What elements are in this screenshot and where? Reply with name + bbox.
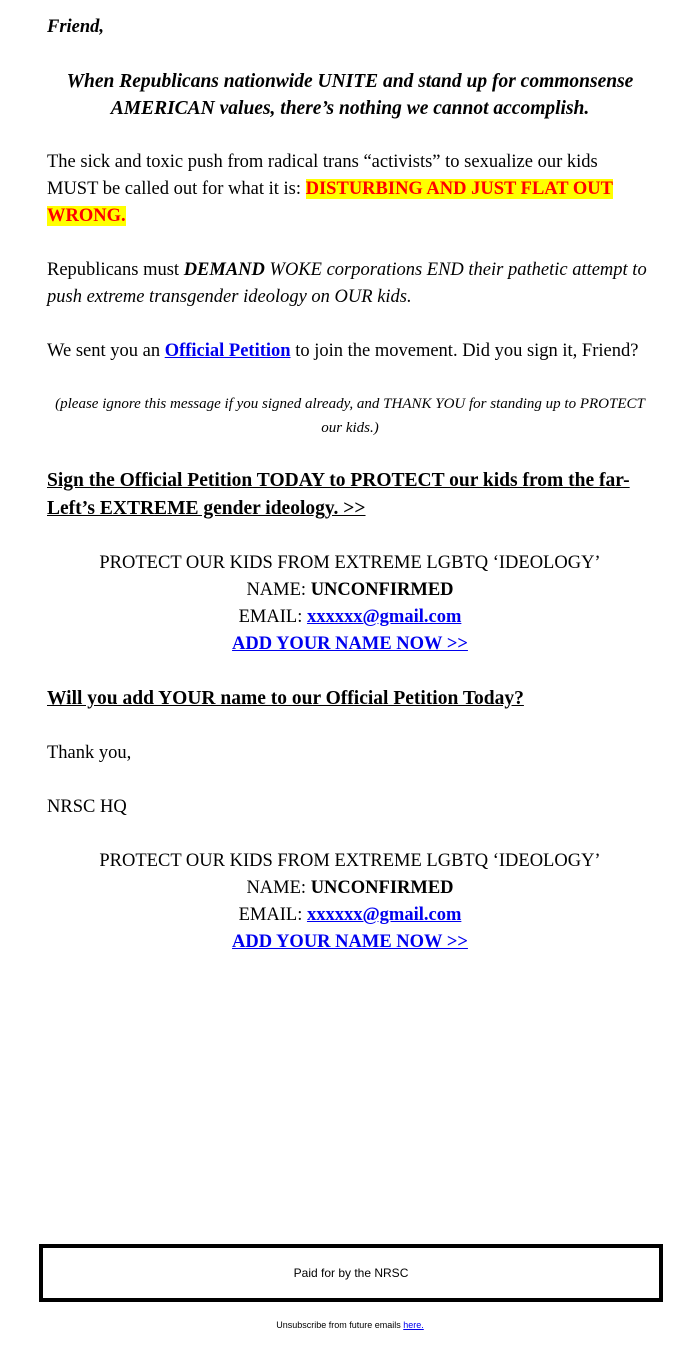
petition-add-row xyxy=(47,929,653,956)
petition-title: PROTECT OUR KIDS FROM EXTREME LGBTQ ‘IDEOLOGY’ xyxy=(99,553,601,573)
name-value: UNCONFIRMED xyxy=(310,580,454,600)
paid-for-text: Paid for by the NRSC xyxy=(293,1266,409,1280)
add-your-name-link[interactable]: ADD YOUR NAME NOW >> xyxy=(232,634,468,654)
paragraph-activists xyxy=(47,149,653,230)
paragraph-petition xyxy=(47,338,653,365)
email-body xyxy=(47,14,653,956)
unsubscribe-text: Unsubscribe from future emails xyxy=(276,1320,404,1330)
email-label: EMAIL: xyxy=(238,607,307,627)
paid-for-box xyxy=(39,1244,663,1302)
add-your-name-link[interactable]: ADD YOUR NAME NOW >> xyxy=(232,932,468,952)
greeting: Friend, xyxy=(47,17,105,37)
official-petition-link[interactable]: Official Petition xyxy=(164,341,291,361)
petition-block-1 xyxy=(47,550,653,658)
email-value-link[interactable]: xxxxxx@gmail.com xyxy=(306,607,462,627)
paragraph-demand-pre: Republicans must xyxy=(47,260,184,280)
petition-add-row xyxy=(47,631,653,658)
name-label: NAME: xyxy=(246,580,311,600)
add-name-question-link[interactable]: Will you add YOUR name to our Official Petition Today? xyxy=(47,688,524,709)
petition-title: PROTECT OUR KIDS FROM EXTREME LGBTQ ‘IDEOLOGY’ xyxy=(99,851,601,871)
sign-petition-cta-link[interactable]: Sign the Official Petition TODAY to PROTECT our kids from the far-Left’s EXTREME gender ideology. >> xyxy=(47,470,630,519)
cta-heading-paragraph xyxy=(47,467,653,523)
demand-emphasis: DEMAND xyxy=(183,260,265,280)
unsubscribe-line xyxy=(0,1318,700,1332)
paragraph-demand-post: WOKE corporations END their pathetic attempt to push extreme transgender ideology on OUR kids. xyxy=(47,260,647,307)
ignore-note: (please ignore this message if you signed already, and THANK YOU for standing up to PROTECT our kids.) xyxy=(55,396,645,436)
signature: NRSC HQ xyxy=(47,797,127,817)
name-value: UNCONFIRMED xyxy=(310,878,454,898)
name-label: NAME: xyxy=(246,878,311,898)
question-paragraph xyxy=(47,685,653,713)
paragraph-demand xyxy=(47,257,653,311)
petition-name-row xyxy=(47,577,653,604)
unsubscribe-link[interactable]: here. xyxy=(403,1320,424,1330)
paragraph-petition-post: to join the movement. Did you sign it, Friend? xyxy=(290,341,639,361)
highlighted-warning: DISTURBING AND JUST FLAT OUT WRONG. xyxy=(47,179,614,226)
headline: When Republicans nationwide UNITE and stand up for commonsense AMERICAN values, there’s nothing we cannot accomplish. xyxy=(66,71,634,119)
petition-email-row xyxy=(47,604,653,631)
paragraph-petition-pre: We sent you an xyxy=(47,341,165,361)
petition-block-2 xyxy=(47,848,653,956)
email-label: EMAIL: xyxy=(238,905,307,925)
sign-off: Thank you, xyxy=(47,743,132,763)
petition-email-row xyxy=(47,902,653,929)
paragraph-activists-text: The sick and toxic push from radical trans “activists” to sexualize our kids MUST be called out for what it is: xyxy=(47,152,598,199)
petition-name-row xyxy=(47,875,653,902)
email-value-link[interactable]: xxxxxx@gmail.com xyxy=(306,905,462,925)
